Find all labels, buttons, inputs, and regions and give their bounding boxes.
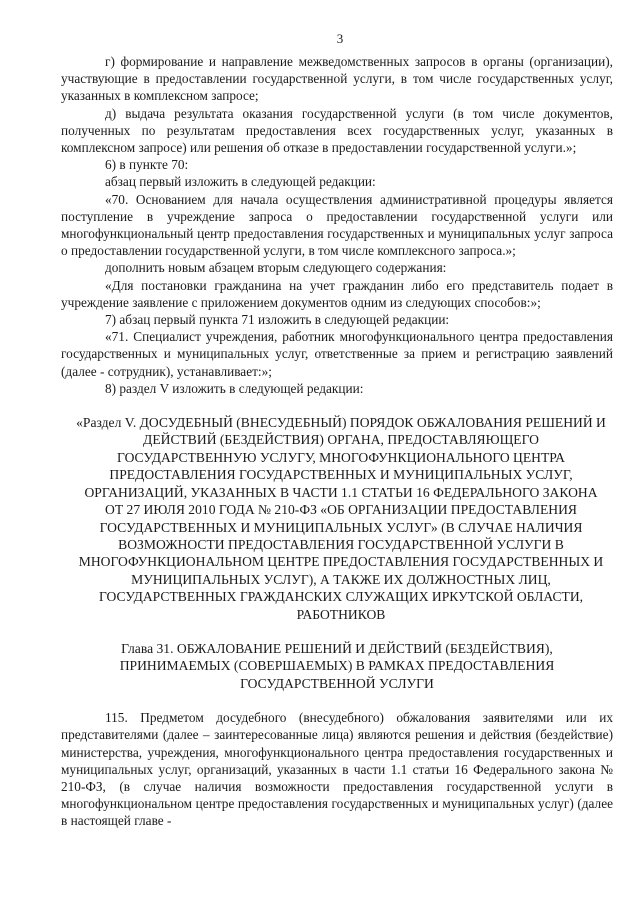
paragraph-115: 115. Предметом досудебного (внесудебного) обжалования заявителями или их представителями (далее – заинтересованные лица) являются решения и действия (бездействие) министерства, учреждения, многофункционального центра предоставления государственных и муниципальных услуг, организаций, указанных в части 1.1 статьи 16 Федерального закона № 210-ФЗ, (в случае наличия возможности предоставления государственной услуги в многофункциональном центре предоставления государственных и муниципальных услуг) (далее в настоящей главе -	[61, 710, 613, 829]
paragraph-item-g: г) формирование и направление межведомственных запросов в органы (организации), участвующие в предоставлении государственной услуги, в том числе государственных услуг, указанных в комплексном запросе;	[61, 54, 613, 104]
spacer	[61, 623, 613, 640]
paragraph-item-d: д) выдача результата оказания государственной услуги (в том числе документов, полученных по результатам предоставления всех государственных услуг, указанных в комплексном запросе) или решения об отказе в предоставлении государственной услуги.»;	[61, 105, 613, 156]
chapter-heading: Глава 31. ОБЖАЛОВАНИЕ РЕШЕНИЙ И ДЕЙСТВИЙ (БЕЗДЕЙСТВИЯ), ПРИНИМАЕМЫХ (СОВЕРШАЕМЫХ) В РАМКАХ ПРЕДОСТАВЛЕНИЯ ГОСУДАРСТВЕННОЙ УСЛУГИ	[119, 640, 555, 691]
paragraph-point-6: 6) в пункте 70:	[105, 157, 189, 173]
section-heading: «Раздел V. ДОСУДЕБНЫЙ (ВНЕСУДЕБНЫЙ) ПОРЯДОК ОБЖАЛОВАНИЯ РЕШЕНИЙ И ДЕЙСТВИЙ (БЕЗДЕЙСТВИЯ) ОРГАНА, ПРЕДОСТАВЛЯЮЩЕГО ГОСУДАРСТВЕННУЮ УСЛУГУ, МНОГОФУНКЦИОНАЛЬНОГО ЦЕНТРА ПРЕДОСТАВЛЕНИЯ ГОСУДАРСТВЕННЫХ И МУНИЦИПАЛЬНЫХ УСЛУГ, ОРГАНИЗАЦИЙ, УКАЗАННЫХ В ЧАСТИ 1.1 СТАТЬИ 16 ФЕДЕРАЛЬНОГО ЗАКОНА ОТ 27 ИЮЛЯ 2010 ГОДА № 210-ФЗ «ОБ ОРГАНИЗАЦИИ ПРЕДОСТАВЛЕНИЯ ГОСУДАРСТВЕННЫХ И МУНИЦИПАЛЬНЫХ УСЛУГ» (В СЛУЧАЕ НАЛИЧИЯ ВОЗМОЖНОСТИ ПРЕДОСТАВЛЕНИЯ ГОСУДАРСТВЕННОЙ УСЛУГИ В МНОГОФУНКЦИОНАЛЬНОМ ЦЕНТРЕ ПРЕДОСТАВЛЕНИЯ ГОСУДАРСТВЕННЫХ И МУНИЦИПАЛЬНЫХ УСЛУГ), А ТАКЖЕ ИХ ДОЛЖНОСТНЫХ ЛИЦ, ГОСУДАРСТВЕННЫХ ГРАЖДАНСКИХ СЛУЖАЩИХ ИРКУТСКОЙ ОБЛАСТИ, РАБОТНИКОВ	[76, 415, 606, 622]
paragraph-quote-70: «70. Основанием для начала осуществления административной процедуры является поступление в учреждение запроса о предоставлении государственной услуги или многофункциональный центр предоставления государственных и муниципальных услуг запроса о предоставлении государственной услуги, в том числе комплексного запроса.»;	[61, 191, 613, 259]
paragraph-quote-registration: «Для постановки гражданина на учет гражданин либо его представитель подает в учреждение заявление с приложением документов одним из следующих способов:»;	[61, 277, 613, 310]
paragraph-first-abzac: абзац первый изложить в следующей редакции:	[105, 174, 376, 190]
paragraph-add-second-abzac: дополнить новым абзацем вторым следующего содержания:	[105, 260, 447, 276]
spacer	[61, 397, 613, 414]
page-number: 3	[336, 31, 344, 46]
spacer	[61, 692, 613, 709]
paragraph-quote-71: «71. Специалист учреждения, работник многофункционального центра предоставления государственных и муниципальных услуг, ответственные за прием и регистрацию заявлений (далее - сотрудник), устанавливает:»;	[61, 329, 613, 379]
paragraph-point-7: 7) абзац первый пункта 71 изложить в следующей редакции:	[105, 312, 450, 328]
paragraph-point-8: 8) раздел V изложить в следующей редакции:	[105, 380, 364, 396]
